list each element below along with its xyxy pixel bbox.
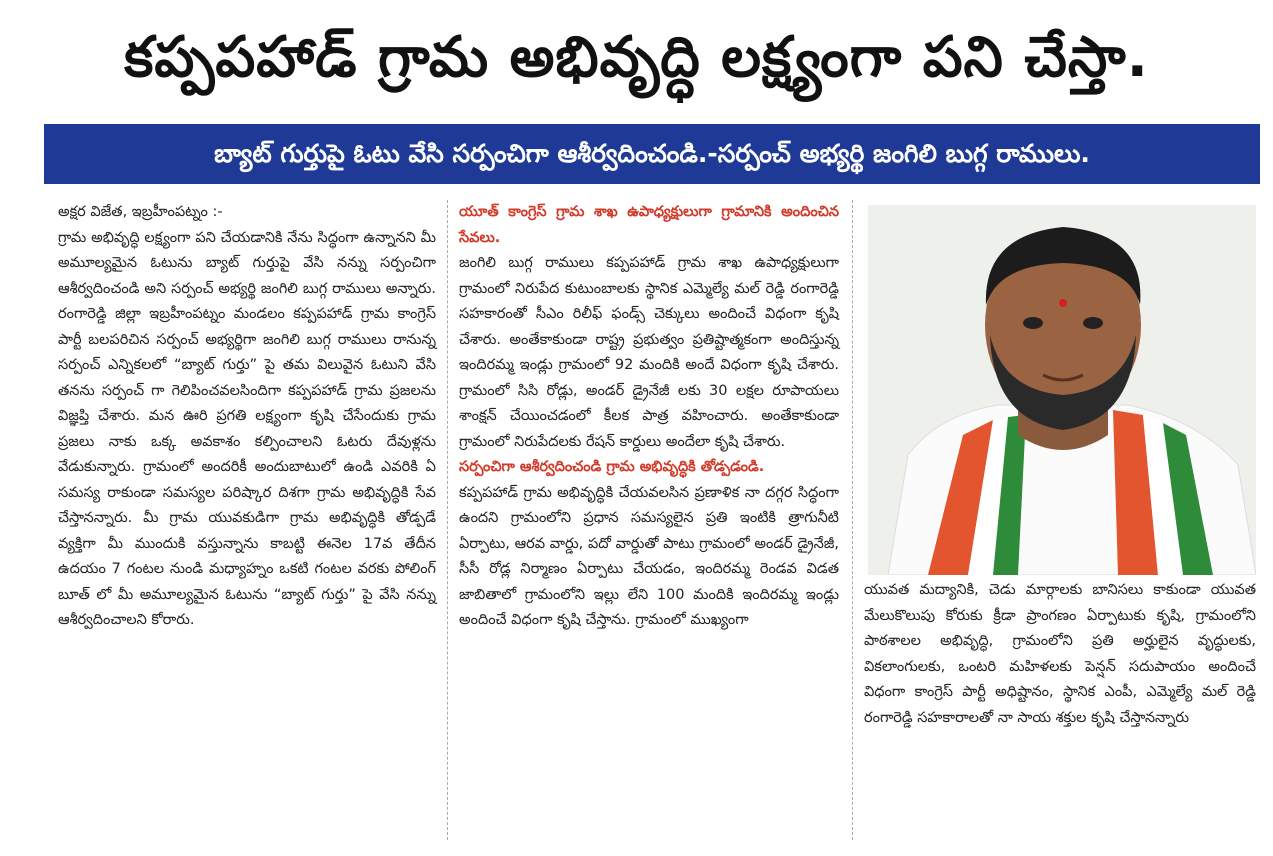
article-column-3 xyxy=(864,578,1256,731)
candidate-portrait-illustration xyxy=(868,205,1256,575)
subheadline-bar: బ్యాట్ గుర్తుపై ఓటు వేసి సర్పంచిగా ఆశీర్వదించండి.-సర్పంచ్ అభ్యర్థి జంగిలి బుగ్గ రాములు. xyxy=(44,124,1260,184)
article-body-3: యువత మద్యానికి, చెడు మార్గాలకు బానిసలు కాకుండా యువత మేలుకొలుపు కోరుకు క్రీడా ప్రాంగణం ఏర్పాటుకు కృషి, గ్రామంలోని పాఠశాలల అభివృద్ధి, గ్రామంలోని ప్రతి అర్హులైన వృద్ధులకు, వికలాంగులకు, ఒంటరి మహిళలకు పెన్షన్ సదుపాయం అందించే విధంగా కాంగ్రెస్ పార్టీ అధిష్టానం, స్థానిక ఎంపీ, ఎమ్మెల్యే మల్ రెడ్డి రంగారెడ్డి సహకారాలతో నా సాయ శక్తుల కృషి చేస్తానన్నారు xyxy=(864,582,1256,726)
article-column-2 xyxy=(459,200,839,634)
article-column-1 xyxy=(58,200,436,634)
column-divider xyxy=(447,200,448,840)
column-divider xyxy=(852,200,853,840)
dateline: అక్షర విజేత, ఇబ్రహీంపట్నం :- xyxy=(58,204,223,220)
section-heading-blessing: సర్పంచిగా ఆశీర్వదించండి గ్రామ అభివృద్ధికి తోడ్పడండి. xyxy=(459,459,765,475)
headline: కప్పపహాడ్ గ్రామ అభివృద్ధి లక్ష్యంగా పని చేస్తా. xyxy=(124,25,1149,90)
article-body-1: గ్రామ అభివృద్ధి లక్ష్యంగా పని చేయడానికి నేను సిద్ధంగా ఉన్నానని మీ అమూల్యమైన ఓటును బ్యాట్ గుర్తుపై వేసి నన్ను సర్పంచిగా ఆశీర్వదించండి అని సర్పంచ్ అభ్యర్థి జంగిలి బుగ్గ రాములు అన్నారు. రంగారెడ్డి జిల్లా ఇబ్రహీంపట్నం మండలం కప్పపహాడ్ గ్రామ కాంగ్రెస్ పార్టీ బలపరిచిన సర్పంచ్ అభ్యర్థిగా జంగిలి బుగ్గ రాములు రానున్న సర్పంచ్ ఎన్నికలలో “బ్యాట్ గుర్తు” పై తమ విలువైన ఓటుని వేసి తనను సర్పంచ్ గా గెలిపించవలసిందిగా కప్పపహాడ్ గ్రామ ప్రజలను విజ్ఞప్తి చేశారు. మన ఊరి ప్రగతి లక్ష్యంగా కృషి చేసేందుకు గ్రామ ప్రజలు నాకు ఒక్క అవకాశం కల్పించాలని ఓటరు దేవుళ్లను వేడుకున్నారు. గ్రామంలో అందరికీ అందుబాటులో ఉండి ఎవరికి ఏ సమస్య రాకుండా సమస్యల పరిష్కార దిశగా గ్రామ అభివృద్ధికి సేవ చేస్తానన్నారు. మీ గ్రామ యువకుడిగా గ్రామ అభివృద్ధికి తోడ్పడే వ్యక్తిగా మీ ముందుకి వస్తున్నాను కాబట్టి ఈనెల 17వ తేదీన ఉదయం 7 గంటల నుండి మధ్యాహ్నం ఒకటి గంటల వరకు పోలింగ్ బూత్ లో మీ అమూల్యమైన ఓటును “బ్యాట్ గుర్తు” పై వేసి నన్ను ఆశీర్వదించాలని కోరారు. xyxy=(58,229,436,628)
candidate-photo xyxy=(868,205,1256,575)
section-heading-services: యూత్ కాంగ్రెస్ గ్రామ శాఖ ఉపాధ్యక్షులుగా గ్రామానికి అందించిన సేవలు. xyxy=(459,204,839,246)
article-body-2a: జంగిలి బుగ్గ రాములు కప్పపహాడ్ గ్రామ శాఖ ఉపాధ్యక్షులుగా గ్రామంలో నిరుపేద కుటుంబాలకు స్థానిక ఎమ్మెల్యే మల్ రెడ్డి రంగారెడ్డి సహకారంతో సీఎం రిలీఫ్ ఫండ్స్ చెక్కులు అందించే విధంగా కృషి చేశారు. అంతేకాకుండా రాష్ట్ర ప్రభుత్వం ప్రతిష్టాత్మకంగా అందిస్తున్న ఇందిరమ్మ ఇండ్లు గ్రామంలో 92 మందికి అందే విధంగా కృషి చేశారు. గ్రామంలో సిసి రోడ్లు, అండర్ డ్రైనేజీ లకు 30 లక్షల రూపాయలు శాంక్షన్ చేయించడంలో కీలక పాత్ర వహించారు. అంతేకాకుండా గ్రామంలో నిరుపేదలకు రేషన్ కార్డులు అందేలా కృషి చేశారు. xyxy=(459,255,839,450)
article-body-2b: కప్పపహాడ్ గ్రామ అభివృద్ధికి చేయవలసిన ప్రణాళిక నా దగ్గర సిద్ధంగా ఉందని గ్రామంలోని ప్రధాన సమస్యలైన ప్రతి ఇంటికి త్రాగునీటి ఏర్పాటు, ఆరవ వార్డు, పదో వార్డుతో పాటు గ్రామంలో అండర్ డ్రైనేజీ, సీసీ రోడ్ల నిర్మాణం ఏర్పాటు చేయడం, ఇందిరమ్మ రెండవ విడత జాబితాలో గ్రామంలోని ఇల్లు లేని 100 మందికి ఇందిరమ్మ ఇండ్లు అందించే విధంగా కృషి చేస్తాను. గ్రామంలో ముఖ్యంగా xyxy=(459,484,839,628)
